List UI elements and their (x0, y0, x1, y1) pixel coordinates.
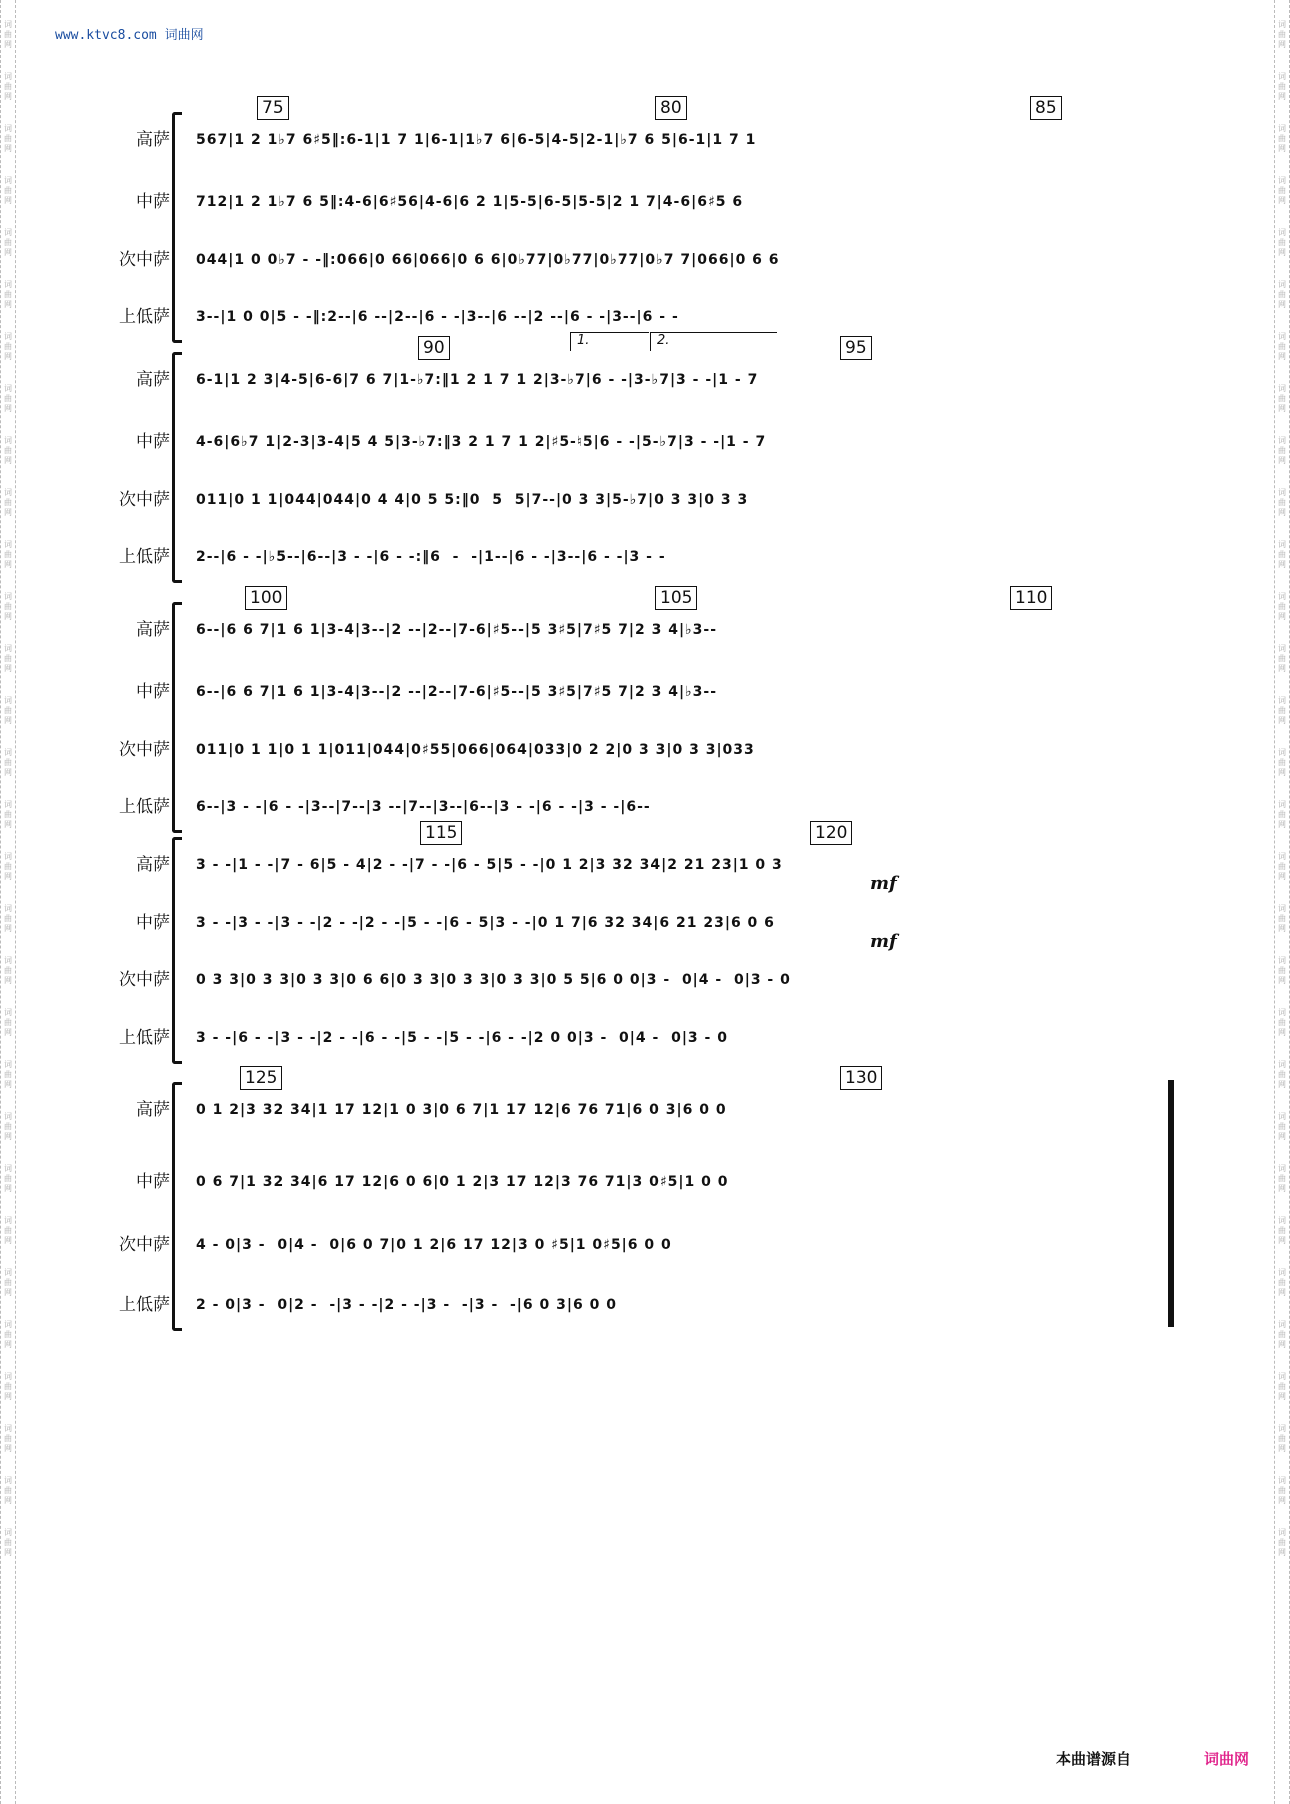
notation-line: 3--|1 0 0|5 - -‖:2--|6 --|2--|6 - -|3--|6 --|2 --|6 - -|3--|6 - - (196, 309, 679, 325)
watermark-text: 词 曲 网 (4, 800, 12, 829)
volta-bracket: 2. (650, 332, 777, 351)
footer-source-site[interactable]: 词曲网 (1204, 1750, 1250, 1768)
notation-line: 011|0 1 1|0 1 1|011|044|0♯55|066|064|033|0 2 2|0 3 3|0 3 3|033 (196, 742, 755, 758)
part-line (100, 787, 1180, 827)
watermark-text: 词 曲 网 (4, 904, 12, 933)
part-label: 中萨 (136, 913, 170, 933)
watermark-text: 词 曲 网 (4, 956, 12, 985)
watermark-text: 词 曲 网 (4, 852, 12, 881)
footer-source-label: 本曲谱源自 (1056, 1750, 1132, 1768)
right-watermark-strip (1274, 0, 1290, 1804)
measure-number: 115 (420, 821, 462, 845)
measure-number: 100 (245, 586, 287, 610)
notation-line: 3 - -|3 - -|3 - -|2 - -|2 - -|5 - -|6 - 5|3 - -|0 1 7|6 32 34|6 21 23|6 0 6 (196, 915, 775, 931)
watermark-text: 词 曲 网 (4, 1008, 12, 1037)
watermark-text: 词 曲 网 (4, 72, 12, 101)
dynamic-marking: mf (870, 931, 897, 952)
watermark-text: 词 曲 网 (1278, 1008, 1286, 1037)
measure-number: 105 (655, 586, 697, 610)
watermark-text: 词 曲 网 (1278, 124, 1286, 153)
notation-line: 2--|6 - -|♭5--|6--|3 - -|6 - -:‖6 - -|1--|6 - -|3--|6 - -|3 - - (196, 549, 666, 565)
watermark-text: 词 曲 网 (1278, 748, 1286, 777)
measure-number: 120 (810, 821, 852, 845)
watermark-text: 词 曲 网 (1278, 1372, 1286, 1401)
part-line (100, 610, 1180, 650)
watermark-text: 词 曲 网 (1278, 1476, 1286, 1505)
watermark-text: 词 曲 网 (1278, 852, 1286, 881)
part-line (100, 672, 1180, 712)
part-line (100, 1285, 1180, 1325)
watermark-text: 词 曲 网 (1278, 644, 1286, 673)
part-line (100, 120, 1180, 160)
final-barline (1168, 1080, 1174, 1327)
part-label: 次中萨 (119, 970, 170, 990)
part-line (100, 480, 1180, 520)
watermark-text: 词 曲 网 (1278, 436, 1286, 465)
watermark-text: 词 曲 网 (4, 644, 12, 673)
notation-line: 0 6 7|1 32 34|6 17 12|6 0 6|0 1 2|3 17 12|3 76 71|3 0♯5|1 0 0 (196, 1174, 729, 1190)
left-watermark-strip (0, 0, 16, 1804)
notation-line: 6--|6 6 7|1 6 1|3-4|3--|2 --|2--|7-6|♯5--|5 3♯5|7♯5 7|2 3 4|♭3-- (196, 622, 718, 638)
part-label: 次中萨 (119, 1235, 170, 1255)
watermark-text: 词 曲 网 (4, 488, 12, 517)
part-line (100, 182, 1180, 222)
part-label: 上低萨 (119, 1295, 170, 1315)
watermark-text: 词 曲 网 (4, 332, 12, 361)
notation-line: 011|0 1 1|044|044|0 4 4|0 5 5:‖0 5 5|7--|0 3 3|5-♭7|0 3 3|0 3 3 (196, 492, 749, 508)
watermark-text: 词 曲 网 (1278, 20, 1286, 49)
measure-number: 85 (1030, 96, 1062, 120)
part-label: 中萨 (136, 682, 170, 702)
watermark-text: 词 曲 网 (4, 228, 12, 257)
dynamic-marking: mf (870, 873, 897, 894)
watermark-text: 词 曲 网 (4, 592, 12, 621)
notation-line: 0 3 3|0 3 3|0 3 3|0 6 6|0 3 3|0 3 3|0 3 3|0 5 5|6 0 0|3 - 0|4 - 0|3 - 0 (196, 972, 791, 988)
part-label: 中萨 (136, 432, 170, 452)
watermark-text: 词 曲 网 (4, 696, 12, 725)
watermark-text: 词 曲 网 (4, 124, 12, 153)
notation-line: 567|1 2 1♭7 6♯5‖:6-1|1 7 1|6-1|1♭7 6|6-5|4-5|2-1|♭7 6 5|6-1|1 7 1 (196, 132, 757, 148)
part-line (100, 730, 1180, 770)
watermark-text: 词 曲 网 (1278, 1268, 1286, 1297)
watermark-text: 词 曲 网 (1278, 1164, 1286, 1193)
watermark-text: 词 曲 网 (4, 1476, 12, 1505)
watermark-text: 词 曲 网 (1278, 332, 1286, 361)
watermark-text: 词 曲 网 (1278, 1528, 1286, 1557)
notation-line: 6-1|1 2 3|4-5|6-6|7 6 7|1-♭7:‖1 2 1 7 1 2|3-♭7|6 - -|3-♭7|3 - -|1 - 7 (196, 372, 759, 388)
watermark-text: 词 曲 网 (1278, 540, 1286, 569)
notation-line: 6--|3 - -|6 - -|3--|7--|3 --|7--|3--|6--|3 - -|6 - -|3 - -|6-- (196, 799, 651, 815)
volta-bracket: 1. (570, 332, 649, 351)
measure-number: 95 (840, 336, 872, 360)
watermark-text: 词 曲 网 (1278, 72, 1286, 101)
measure-number: 90 (418, 336, 450, 360)
part-label: 上低萨 (119, 1028, 170, 1048)
watermark-text: 词 曲 网 (1278, 1424, 1286, 1453)
part-line (100, 903, 1180, 943)
notation-line: 0 1 2|3 32 34|1 17 12|1 0 3|0 6 7|1 17 12|6 76 71|6 0 3|6 0 0 (196, 1102, 727, 1118)
notation-line: 2 - 0|3 - 0|2 - -|3 - -|2 - -|3 - -|3 - -|6 0 3|6 0 0 (196, 1297, 617, 1313)
part-line (100, 422, 1180, 462)
watermark-text: 词 曲 网 (1278, 592, 1286, 621)
watermark-text: 词 曲 网 (4, 1320, 12, 1349)
watermark-text: 词 曲 网 (4, 436, 12, 465)
watermark-text: 词 曲 网 (1278, 1060, 1286, 1089)
watermark-text: 词 曲 网 (4, 1372, 12, 1401)
part-label: 次中萨 (119, 490, 170, 510)
part-label: 次中萨 (119, 740, 170, 760)
watermark-text: 词 曲 网 (4, 176, 12, 205)
notation-line: 712|1 2 1♭7 6 5‖:4-6|6♯56|4-6|6 2 1|5-5|6-5|5-5|2 1 7|4-6|6♯5 6 (196, 194, 744, 210)
measure-number: 110 (1010, 586, 1052, 610)
watermark-text: 词 曲 网 (4, 384, 12, 413)
watermark-text: 词 曲 网 (4, 540, 12, 569)
notation-line: 4-6|6♭7 1|2-3|3-4|5 4 5|3-♭7:‖3 2 1 7 1 2|♯5-♮5|6 - -|5-♭7|3 - -|1 - 7 (196, 434, 767, 450)
part-label: 上低萨 (119, 797, 170, 817)
watermark-text: 词 曲 网 (1278, 696, 1286, 725)
part-line (100, 1162, 1180, 1202)
watermark-text: 词 曲 网 (1278, 1216, 1286, 1245)
watermark-text: 词 曲 网 (1278, 1320, 1286, 1349)
measure-number: 130 (840, 1066, 882, 1090)
part-line (100, 1018, 1180, 1058)
notation-line: 044|1 0 0♭7 - -‖:066|0 66|066|0 6 6|0♭77|0♭77|0♭77|0♭7 7|066|0 6 6 (196, 252, 780, 268)
watermark-text: 词 曲 网 (4, 748, 12, 777)
part-line (100, 360, 1180, 400)
watermark-text: 词 曲 网 (1278, 176, 1286, 205)
watermark-text: 词 曲 网 (4, 1164, 12, 1193)
watermark-text: 词 曲 网 (1278, 384, 1286, 413)
notation-line: 6--|6 6 7|1 6 1|3-4|3--|2 --|2--|7-6|♯5--|5 3♯5|7♯5 7|2 3 4|♭3-- (196, 684, 718, 700)
watermark-text: 词 曲 网 (1278, 228, 1286, 257)
measure-number: 75 (257, 96, 289, 120)
part-line (100, 960, 1180, 1000)
watermark-text: 词 曲 网 (4, 280, 12, 309)
part-label: 次中萨 (119, 250, 170, 270)
notation-line: 4 - 0|3 - 0|4 - 0|6 0 7|0 1 2|6 17 12|3 0 ♯5|1 0♯5|6 0 0 (196, 1237, 672, 1253)
watermark-text: 词 曲 网 (4, 1424, 12, 1453)
watermark-text: 词 曲 网 (4, 1268, 12, 1297)
watermark-text: 词 曲 网 (4, 1112, 12, 1141)
watermark-text: 词 曲 网 (1278, 956, 1286, 985)
watermark-text: 词 曲 网 (4, 1216, 12, 1245)
watermark-text: 词 曲 网 (1278, 280, 1286, 309)
part-label: 中萨 (136, 192, 170, 212)
watermark-text: 词 曲 网 (4, 20, 12, 49)
part-label: 中萨 (136, 1172, 170, 1192)
part-line (100, 537, 1180, 577)
part-label: 上低萨 (119, 547, 170, 567)
watermark-text: 词 曲 网 (1278, 1112, 1286, 1141)
part-label: 高萨 (136, 620, 170, 640)
part-line (100, 1090, 1180, 1130)
part-label: 高萨 (136, 1100, 170, 1120)
part-line (100, 240, 1180, 280)
measure-number: 80 (655, 96, 687, 120)
part-label: 高萨 (136, 130, 170, 150)
part-line (100, 1225, 1180, 1265)
part-line (100, 297, 1180, 337)
part-label: 上低萨 (119, 307, 170, 327)
notation-line: 3 - -|1 - -|7 - 6|5 - 4|2 - -|7 - -|6 - 5|5 - -|0 1 2|3 32 34|2 21 23|1 0 3 (196, 857, 783, 873)
watermark-text: 词 曲 网 (1278, 904, 1286, 933)
part-label: 高萨 (136, 855, 170, 875)
watermark-text: 词 曲 网 (1278, 488, 1286, 517)
watermark-text: 词 曲 网 (4, 1060, 12, 1089)
site-header[interactable]: www.ktvc8.com 词曲网 (55, 28, 204, 43)
part-line (100, 845, 1180, 885)
watermark-text: 词 曲 网 (4, 1528, 12, 1557)
part-label: 高萨 (136, 370, 170, 390)
notation-line: 3 - -|6 - -|3 - -|2 - -|6 - -|5 - -|5 - -|6 - -|2 0 0|3 - 0|4 - 0|3 - 0 (196, 1030, 728, 1046)
measure-number: 125 (240, 1066, 282, 1090)
watermark-text: 词 曲 网 (1278, 800, 1286, 829)
